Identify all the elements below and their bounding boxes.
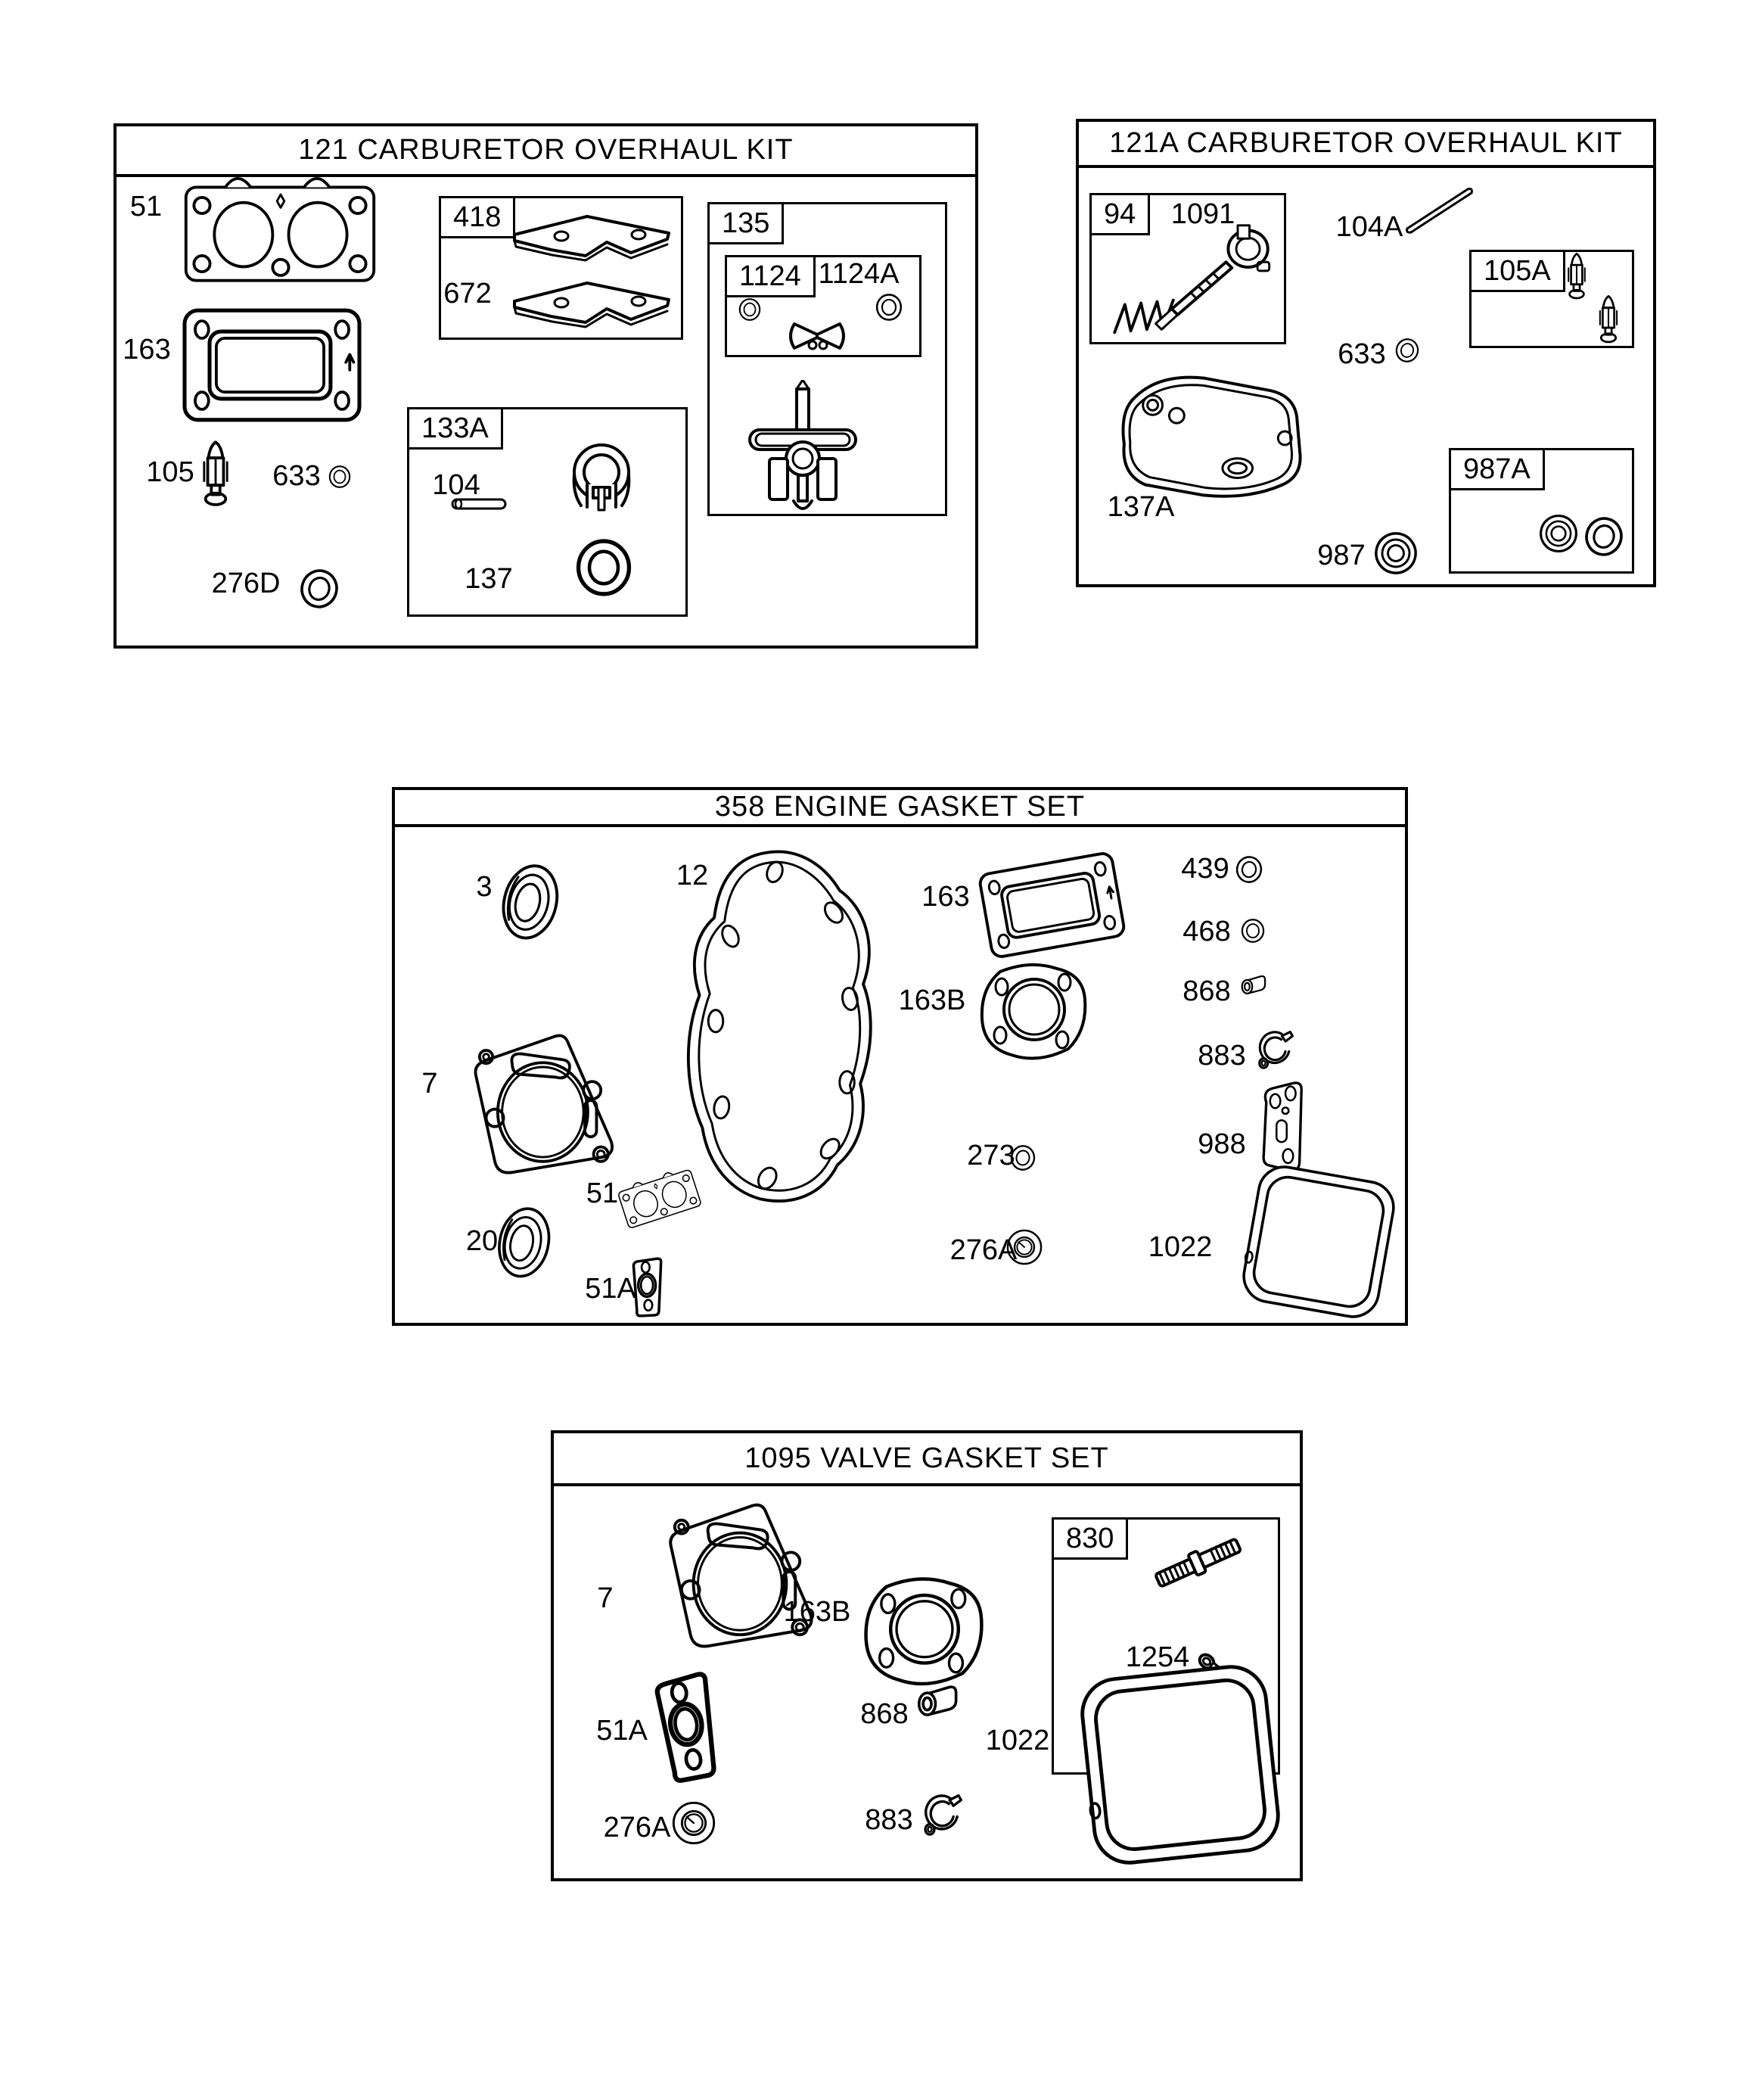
part-label-20: 20 [465, 1225, 499, 1257]
stud-830-icon [1148, 1529, 1248, 1598]
needle-spring-1091-icon [1106, 221, 1276, 338]
part-label-51: 51 [129, 191, 163, 222]
part-label-276A: 276A [603, 1812, 671, 1843]
exhaust-gasket-51A-icon [644, 1669, 732, 1786]
seal-washer-276A-icon [1006, 1227, 1043, 1267]
diaphragm-672-icon [508, 278, 675, 331]
o-ring-468-icon [1241, 916, 1265, 946]
subbox-tag-135: 135 [707, 202, 784, 244]
part-label-104A: 104A [1335, 211, 1403, 243]
o-ring-1124A-icon [873, 294, 905, 321]
part-label-672: 672 [443, 278, 492, 310]
part-label-3: 3 [476, 871, 493, 903]
pin-104-icon [451, 498, 507, 510]
part-label-12: 12 [676, 860, 709, 891]
subbox-tag-94: 94 [1089, 193, 1150, 235]
valve-cover-gasket-1022-icon [1069, 1652, 1292, 1878]
part-label-868: 868 [1183, 975, 1231, 1007]
breather-plug-868-icon [917, 1682, 961, 1719]
subbox-tag-987A: 987A [1449, 448, 1545, 490]
part-label-163B: 163B [898, 985, 966, 1016]
panel-title: 358 ENGINE GASKET SET [395, 790, 1405, 827]
carburetor-float-135-icon [745, 380, 860, 518]
needle-seat-1124-icon [782, 318, 852, 354]
subbox-tag-1124: 1124 [725, 255, 816, 297]
panel-title: 121A CARBURETOR OVERHAUL KIT [1079, 122, 1653, 168]
part-label-633: 633 [272, 460, 321, 492]
crankcase-gasket-12-icon [657, 846, 893, 1211]
part-label-1124A: 1124A [818, 258, 900, 290]
bowl-gasket-137A-icon [1114, 371, 1309, 501]
part-label-1022: 1022 [985, 1725, 1050, 1756]
o-ring-137-icon [543, 539, 664, 596]
part-label-468: 468 [1183, 916, 1231, 947]
needle-valve-105A-icon [1563, 253, 1590, 300]
part-label-276A: 276A [949, 1234, 1018, 1266]
subbox-tag-830: 830 [1052, 1517, 1128, 1560]
part-label-51A: 51A [585, 1273, 636, 1305]
air-cleaner-gasket-163B-icon [977, 957, 1091, 1065]
carburetor-gasket-163-icon [176, 303, 368, 428]
part-label-868: 868 [860, 1698, 909, 1730]
needle-valve-105A-icon [1595, 295, 1622, 344]
exhaust-gasket-51A-icon [631, 1256, 664, 1318]
part-label-7: 7 [421, 1068, 438, 1100]
part-label-276D: 276D [211, 568, 281, 599]
part-label-104: 104 [432, 469, 480, 501]
seal-washer-276A-icon [672, 1801, 716, 1845]
part-label-1254: 1254 [1125, 1641, 1190, 1673]
gasket-1124-icon [735, 298, 764, 321]
part-label-1022: 1022 [1148, 1231, 1213, 1263]
diaphragm-418-icon [508, 212, 675, 265]
breather-plug-868-icon [1241, 972, 1268, 997]
subbox-tag-105A: 105A [1469, 250, 1565, 292]
part-label-7: 7 [597, 1582, 614, 1614]
part-label-633: 633 [1338, 338, 1386, 370]
head-gasket-7-icon [460, 1031, 623, 1176]
panel-title: 1095 VALVE GASKET SET [554, 1433, 1300, 1486]
needle-valve-105-icon [201, 439, 230, 509]
part-label-883: 883 [1198, 1040, 1246, 1072]
part-label-163: 163 [921, 881, 970, 913]
part-label-105: 105 [146, 456, 194, 488]
part-label-137: 137 [465, 563, 513, 595]
clamp-883-icon [921, 1792, 962, 1837]
panel-title: 121 CARBURETOR OVERHAUL KIT [117, 126, 975, 177]
part-label-163B: 163B [783, 1596, 851, 1628]
part-label-51: 51 [586, 1178, 619, 1209]
part-label-163: 163 [123, 334, 171, 366]
part-label-273: 273 [967, 1140, 1015, 1171]
clamp-883-icon [1256, 1029, 1294, 1070]
part-label-51A: 51A [596, 1715, 648, 1747]
part-label-276A: 276A [1095, 1713, 1164, 1745]
part-label-137A: 137A [1107, 491, 1175, 523]
part-label-987: 987 [1317, 540, 1366, 571]
valve-cover-gasket-1022-icon [1230, 1155, 1406, 1329]
air-cleaner-gasket-163B-icon [861, 1563, 988, 1698]
subbox-tag-133A: 133A [407, 407, 503, 450]
part-label-1091: 1091 [1170, 198, 1235, 230]
seal-633-icon [328, 463, 351, 490]
subbox-tag-418: 418 [439, 196, 515, 238]
intake-gasket-51-icon [182, 165, 378, 286]
part-label-988: 988 [1198, 1128, 1246, 1160]
rod-104A-icon [1400, 183, 1477, 238]
part-label-439: 439 [1181, 853, 1229, 885]
choke-float-133A-icon [560, 440, 643, 512]
part-label-883: 883 [865, 1804, 913, 1836]
